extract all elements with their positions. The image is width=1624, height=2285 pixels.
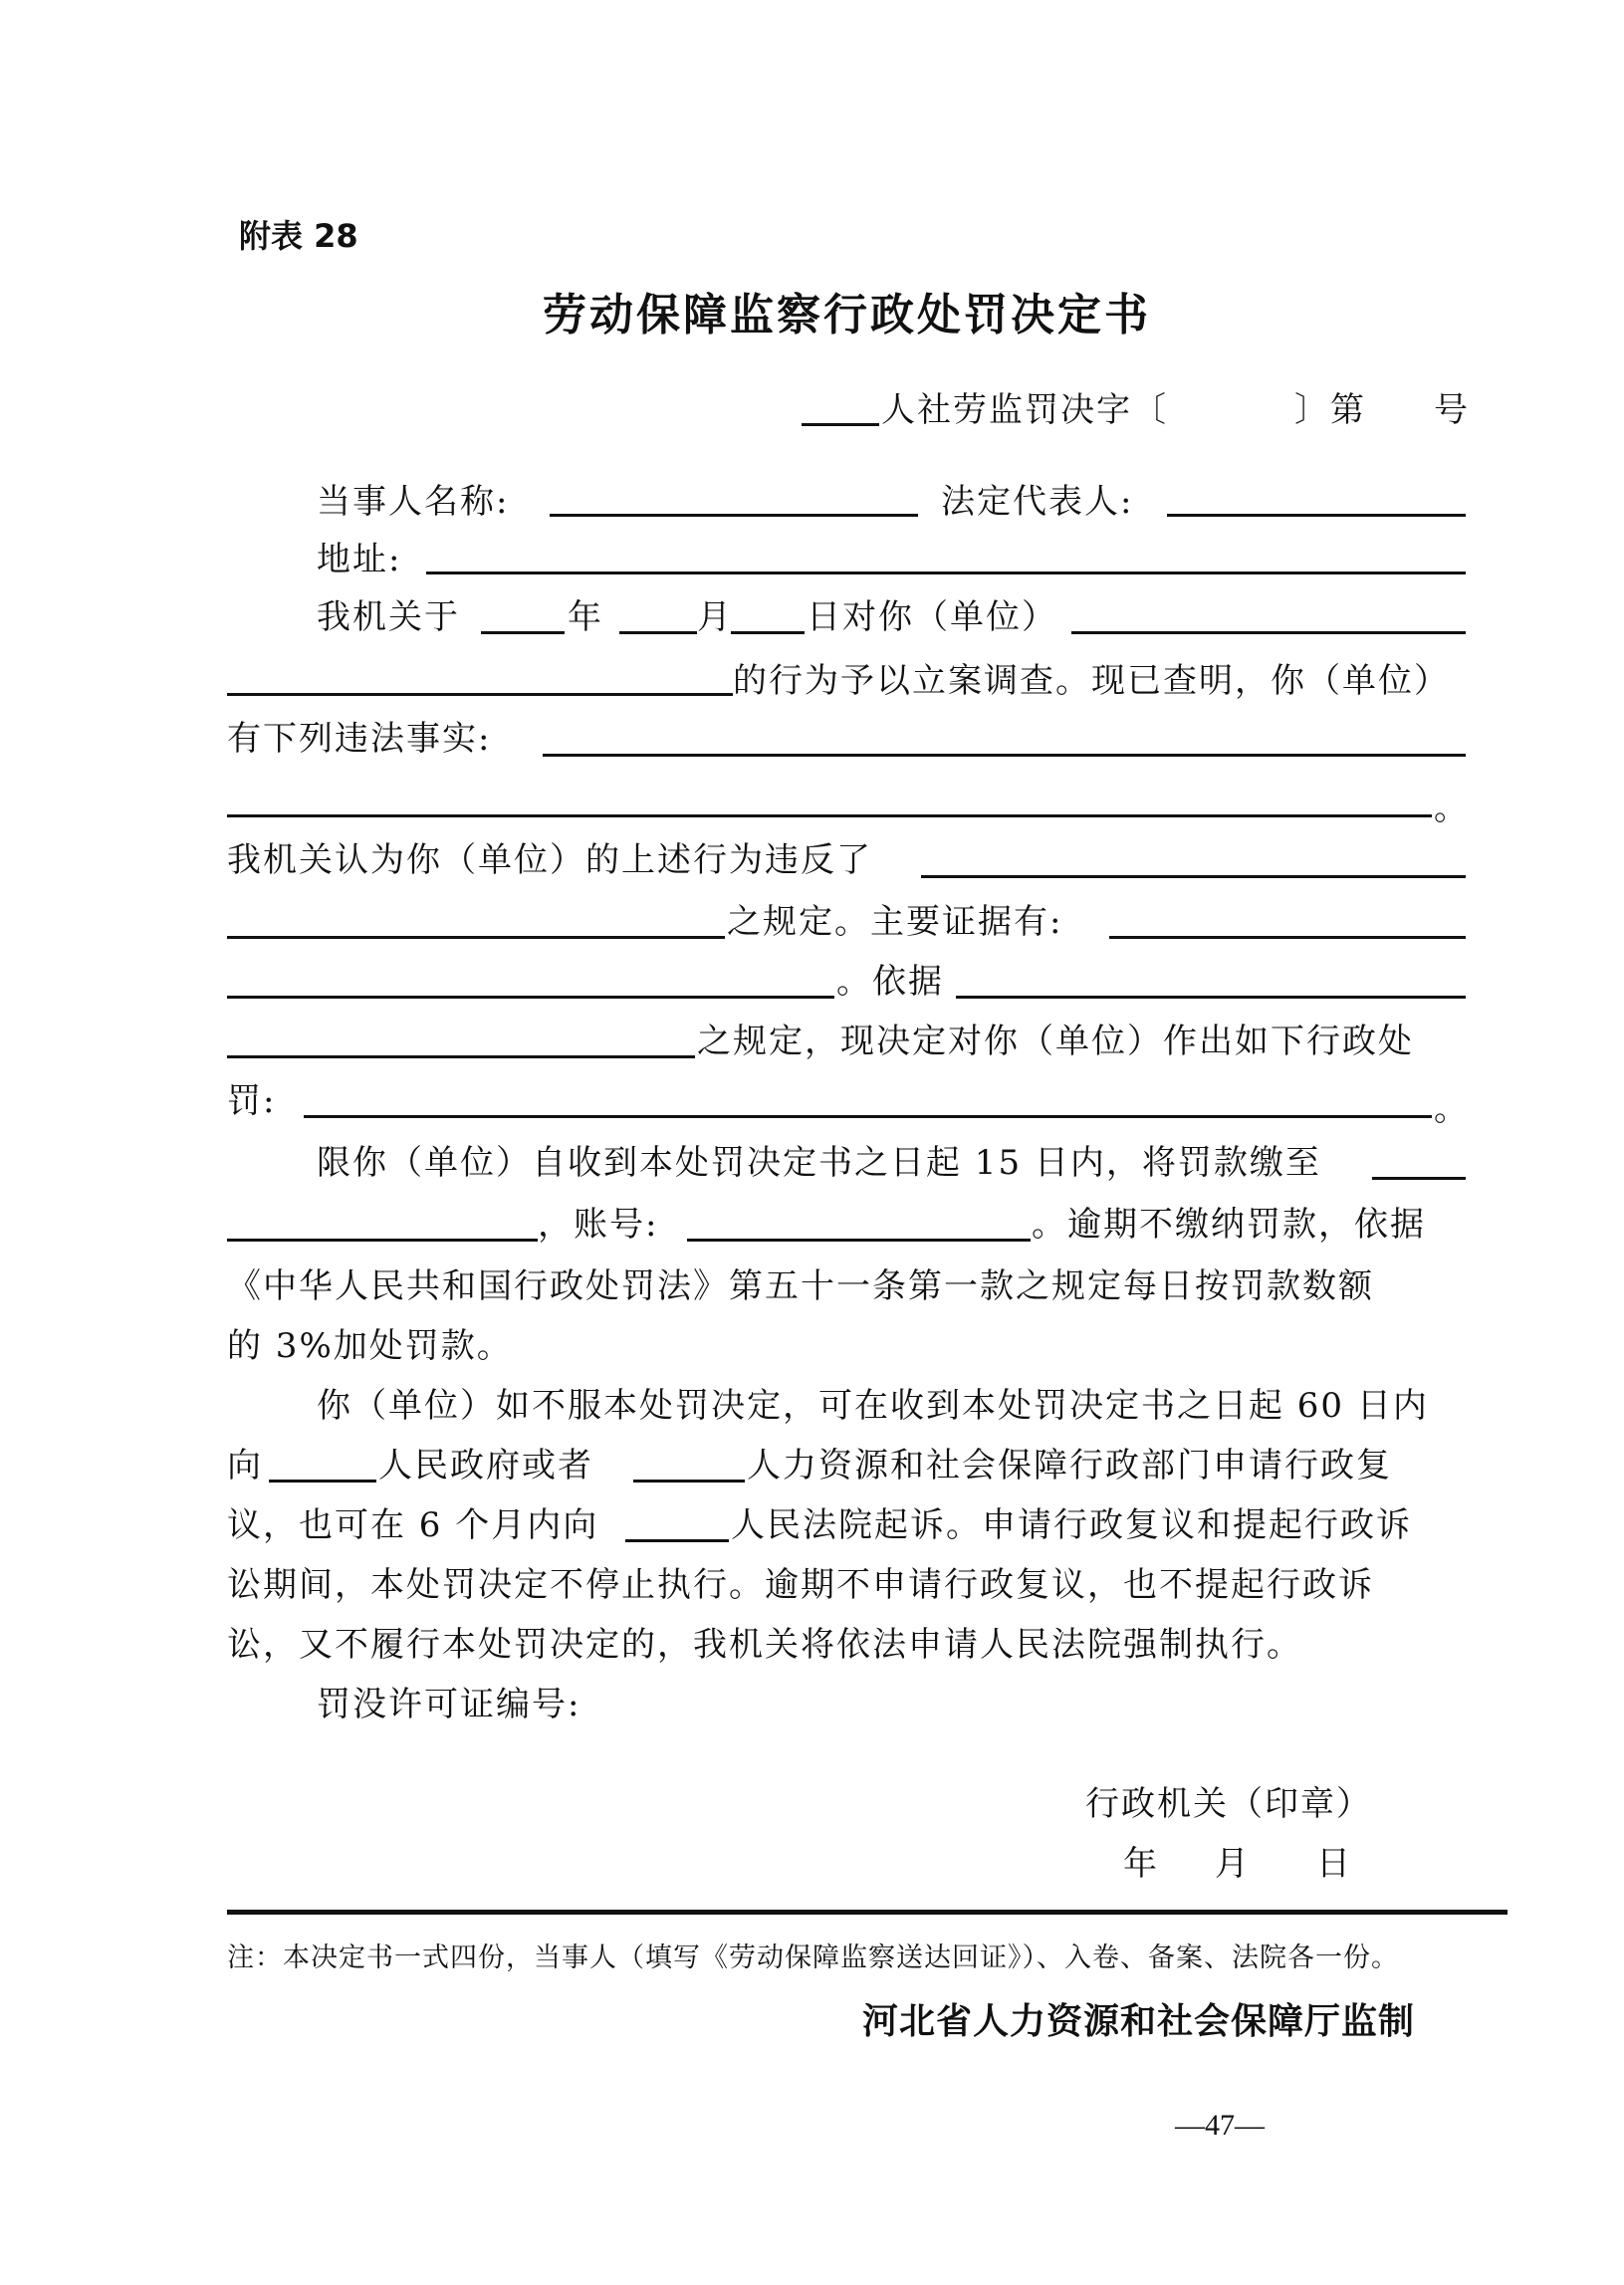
facts-field-1[interactable] (543, 754, 1466, 757)
appeal-court-field[interactable] (625, 1539, 729, 1542)
appeal-gov-text: 人民政府或者 (378, 1446, 593, 1485)
footer-note: 注：本决定书一式四份，当事人（填写《劳动保障监察送达回证》）、入卷、备案、法院各一份。 (227, 1942, 1399, 1973)
license-label: 罚没许可证编号: (317, 1685, 581, 1724)
authority-seal: 行政机关（印章） (1085, 1784, 1372, 1824)
case-month-field[interactable] (619, 631, 697, 634)
legal-rep-field[interactable] (1167, 514, 1466, 517)
appendix-label: 附表 28 (239, 217, 358, 255)
payment-bank-field-1[interactable] (1372, 1177, 1466, 1180)
signature-year: 年 (1123, 1844, 1159, 1884)
document-title: 劳动保障监察行政处罚决定书 (543, 290, 1151, 341)
doc-number-suffix: 号 (1434, 390, 1470, 430)
legal-rep-label: 法定代表人: (941, 482, 1134, 522)
account-label: ，账号: (538, 1205, 659, 1245)
penalty-label: 罚: (227, 1081, 277, 1121)
doc-number-year-blank[interactable] (802, 423, 879, 426)
case-behavior-field-1[interactable] (1071, 631, 1466, 634)
appeal-line-3a: 议，也可在 6 个月内向 (227, 1505, 599, 1545)
signature-day: 日 (1316, 1844, 1352, 1884)
address-field[interactable] (426, 571, 1466, 574)
penalty-period: 。 (1434, 1089, 1470, 1129)
page-number: —47— (1175, 2109, 1265, 2142)
violated-law-field-1[interactable] (921, 875, 1466, 878)
evidence-field-1[interactable] (1109, 936, 1466, 939)
appeal-line-3b: 人民法院起诉。申请行政复议和提起行政诉 (731, 1505, 1412, 1545)
payment-bank-field-2[interactable] (227, 1239, 538, 1242)
evidence-field-2[interactable] (227, 996, 834, 999)
signature-month: 月 (1215, 1844, 1251, 1884)
law-text: 《中华人民共和国行政处罚法》第五十一条第一款之规定每日按罚款数额 (227, 1266, 1374, 1306)
footer-divider (227, 1910, 1508, 1915)
address-label: 地址: (317, 540, 402, 579)
surcharge-text: 的 3%加处罚款。 (227, 1326, 513, 1366)
case-year-field[interactable] (481, 631, 565, 634)
penalty-field[interactable] (304, 1115, 1432, 1118)
basis-law-field-2[interactable] (227, 1055, 695, 1058)
appeal-line-5: 讼，又不履行本处罚决定的，我机关将依法申请人民法院强制执行。 (227, 1625, 1302, 1665)
case-behavior-field-2[interactable] (227, 693, 733, 696)
case-day-text: 日对你（单位） (807, 597, 1057, 637)
violated-law-field-2[interactable] (227, 936, 725, 939)
violation-text: 我机关认为你（单位）的上述行为违反了 (227, 840, 872, 880)
party-name-field[interactable] (550, 514, 918, 517)
appeal-to: 向 (227, 1446, 263, 1485)
account-number-field[interactable] (687, 1239, 1031, 1242)
appeal-gov-field[interactable] (269, 1480, 376, 1483)
case-start-text: 我机关于 (317, 597, 460, 637)
overdue-text: 。逾期不缴纳罚款，依据 (1032, 1205, 1426, 1245)
payment-text: 限你（单位）自收到本处罚决定书之日起 15 日内，将罚款缴至 (317, 1143, 1321, 1183)
case-year-label: 年 (568, 597, 603, 637)
basis-law-field-1[interactable] (956, 996, 1466, 999)
facts-field-2[interactable] (227, 814, 1432, 817)
doc-number-prefix: 人社劳监罚决字〔 (881, 390, 1168, 430)
facts-label: 有下列违法事实: (227, 719, 492, 759)
appeal-line-1: 你（单位）如不服本处罚决定，可在收到本处罚决定书之日起 60 日内 (317, 1386, 1429, 1426)
appeal-dept-text: 人力资源和社会保障行政部门申请行政复 (747, 1446, 1392, 1485)
basis-text: 。依据 (836, 962, 944, 1002)
appeal-dept-field[interactable] (633, 1480, 745, 1483)
provision-text: 之规定。主要证据有: (727, 902, 1063, 942)
supervisor-label: 河北省人力资源和社会保障厅监制 (862, 2001, 1416, 2042)
case-day-field[interactable] (731, 631, 805, 634)
case-behavior-tail: 的行为予以立案调查。现已查明，你（单位） (733, 661, 1450, 701)
decision-text: 之规定，现决定对你（单位）作出如下行政处 (697, 1022, 1414, 1061)
appeal-line-4: 讼期间，本处罚决定不停止执行。逾期不申请行政复议，也不提起行政诉 (227, 1565, 1374, 1605)
facts-period: 。 (1434, 789, 1470, 828)
doc-number-mid: 〕第 (1294, 390, 1366, 430)
party-name-label: 当事人名称: (317, 482, 510, 522)
case-month-label: 月 (697, 597, 733, 637)
